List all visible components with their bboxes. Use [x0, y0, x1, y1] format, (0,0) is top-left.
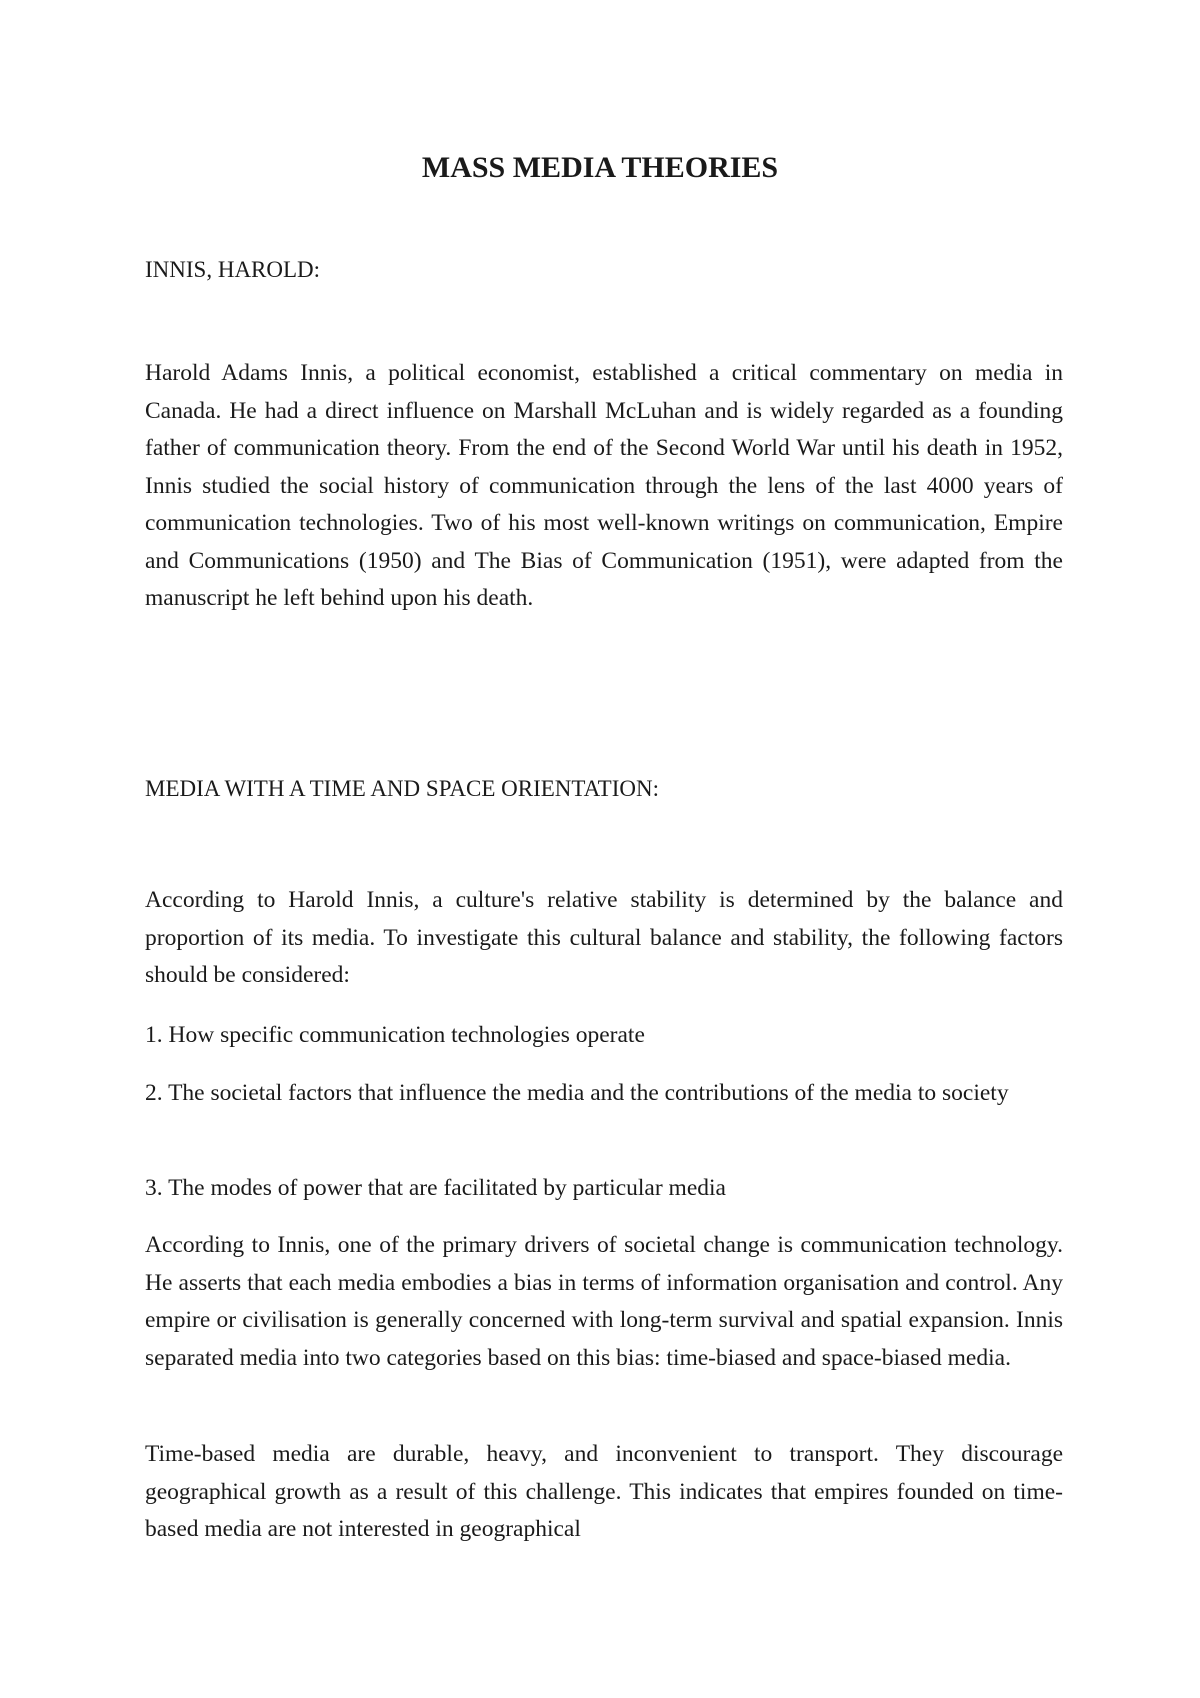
- document-title: MASS MEDIA THEORIES: [421, 151, 779, 184]
- list-item-3: 3. The modes of power that are facilitated by particular media: [145, 1175, 726, 1201]
- innis-biography-paragraph: Harold Adams Innis, a political economist, established a critical commentary on media in Canada. He had a direct influence on Marshall McLuhan and is widely regarded as a founding father of communication theory. From the end of the Second World War until his death in 1952, Innis studied the social history of communication through the lens of the last 4000 years of communication technologies. Two of his most well-known writings on communication, Empire and Communications (1950) and The Bias of Communication (1951), were adapted from the manuscript he left behind upon his death.: [145, 360, 1063, 611]
- section-heading-innis: INNIS, HAROLD:: [145, 257, 321, 282]
- stability-intro-paragraph: According to Harold Innis, a culture's relative stability is determined by the balance and proportion of its media. To investigate this cultural balance and stability, the following factors should be considered:: [145, 887, 1063, 988]
- list-item-1: 1. How specific communication technologies operate: [145, 1022, 645, 1048]
- time-based-media-paragraph: Time-based media are durable, heavy, and inconvenient to transport. They discourage geographical growth as a result of this challenge. This indicates that empires founded on time-based media are not interested in geographical: [145, 1441, 1063, 1542]
- communication-technology-paragraph: According to Innis, one of the primary drivers of societal change is communication technology. He asserts that each media embodies a bias in terms of information organisation and control. Any empire or civilisation is generally concerned with long-term survival and spatial expansion. Innis separated media into two categories based on this bias: time-biased and space-biased media.: [145, 1232, 1063, 1371]
- section-heading-time-space: MEDIA WITH A TIME AND SPACE ORIENTATION:: [145, 776, 659, 801]
- list-item-2: 2. The societal factors that influence the media and the contributions of the media to society: [145, 1080, 1009, 1106]
